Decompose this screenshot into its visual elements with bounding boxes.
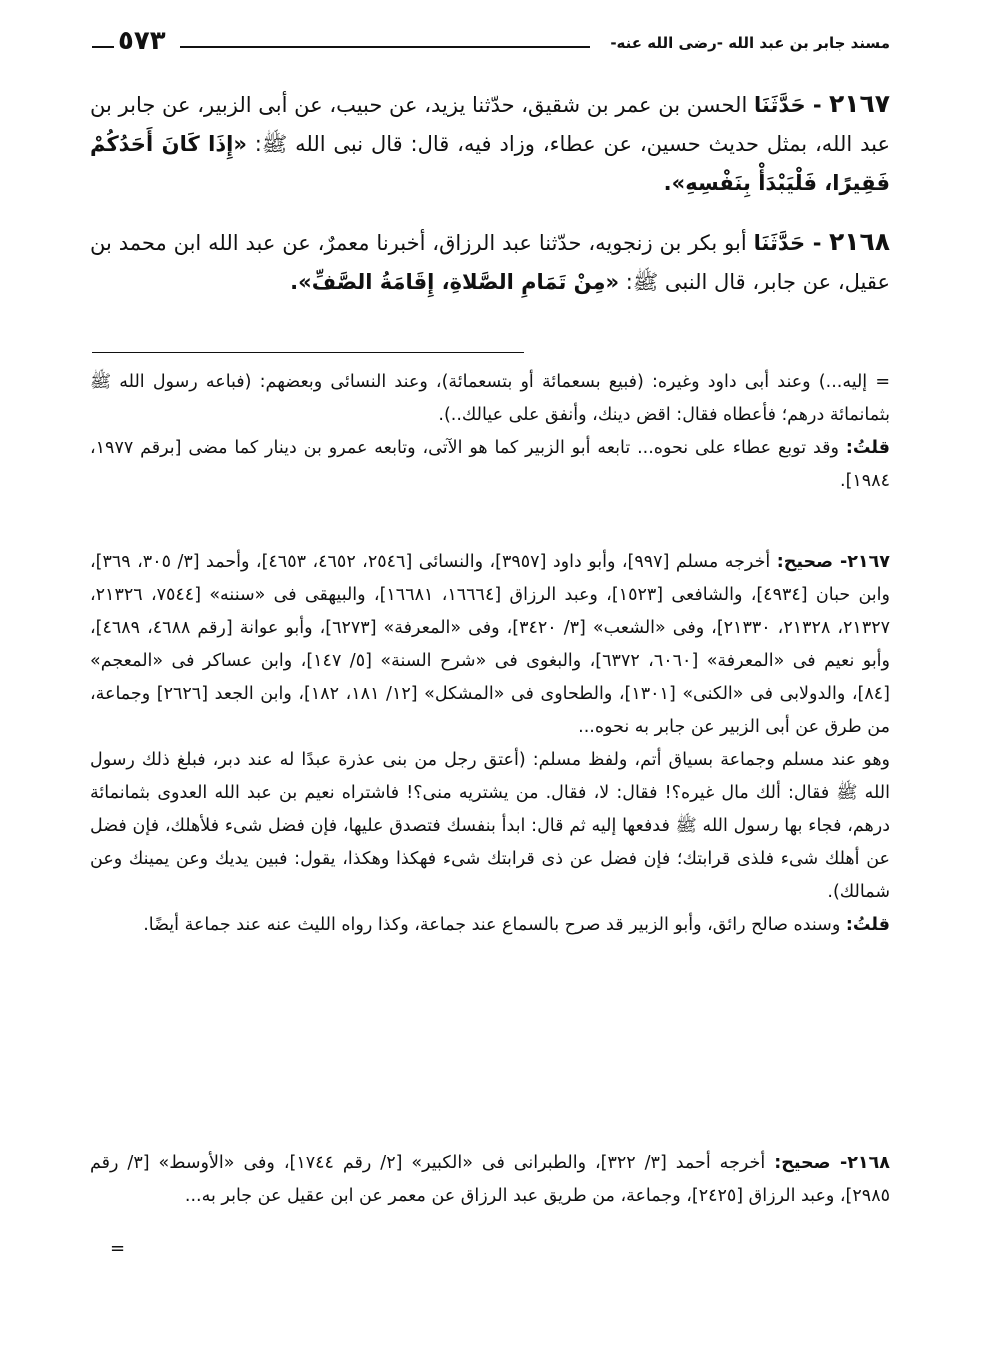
footnote-lead: ٢١٦٧- صحيح: (776, 552, 890, 572)
footnote-2168-takhrij (90, 1147, 890, 1213)
footnote-text: أخرجه أحمد [٣/ ٣٢٢]، والطبرانى فى «الكبير» [٢/ رقم ١٧٤٤]، وفى «الأوسط» [٣/ رقم ٢٩٨٥]، وعبد الرزاق [٢٤٢٥]، وجماعة، من طريق عبد الرزاق عن معمر عن ابن عقيل عن جابر به... (90, 1153, 890, 1206)
hadith-matn: «مِنْ تَمَامِ الصَّلاةِ، إِقَامَةُ الصَّفِّ». (290, 270, 620, 294)
footnote-2167 (90, 546, 890, 942)
footnote-cont-qultu (90, 432, 890, 498)
page-header (92, 26, 890, 62)
hadith-number: ٢١٦٨ (828, 227, 891, 256)
hadith-2167: ٢١٦٧ - حَدَّثَنَا الحسن بن عمر بن شقيق، حدّثنا يزيد، عن حبيب، عن أبى الزبير، عن جابر بن عبد الله، بمثل حديث حسين، عن عطاء، وزاد فيه، قال: قال نبى الله ﷺ: «إِذَا كَانَ أَحَدُكُمْ فَقِيرًا، فَلْيَبْدَأْ بِنَفْسِهِ». (90, 89, 890, 195)
hadith-matn: «إِذَا كَانَ أَحَدُكُمْ فَقِيرًا، فَلْيَبْدَأْ بِنَفْسِهِ». (90, 132, 890, 195)
hadith-isnad: أبو بكر بن زنجويه، حدّثنا عبد الرزاق، أخبرنا معمرٌ، عن عبد الله ابن محمد بن عقيل، عن جابر، قال النبى ﷺ: (90, 231, 890, 294)
qultu-label: قلتُ: (845, 915, 890, 935)
qultu-text: وسنده صالح رائق، وأبو الزبير قد صرح بالسماع عند جماعة، وكذا رواه الليث عنه عند جماعة أيضًا. (143, 915, 841, 935)
footnote-cont-text: = إليه...) وعند أبى داود وغيره: (فبيع بسعمائة أو بتسعمائة)، وعند النسائى وبعضهم: (فباعه رسول الله ﷺ بثمانمائة درهم؛ فأعطاه فقال: اقض دينك، وأنفق على عيالك..). (90, 372, 890, 425)
page-number: ٥٧٣ (118, 26, 166, 56)
footnote-lead: ٢١٦٨- صحيح: (774, 1153, 890, 1173)
hadith-number: ٢١٦٧ (828, 89, 890, 118)
page-number-dash (92, 46, 114, 48)
hadith-2168: ٢١٦٨ - حَدَّثَنَا أبو بكر بن زنجويه، حدّثنا عبد الرزاق، أخبرنا معمرٌ، عن عبد الله ابن محمد بن عقيل، عن جابر، قال النبى ﷺ: «مِنْ تَمَامِ الصَّلاةِ، إِقَامَةُ الصَّفِّ». (90, 227, 891, 294)
footnote-continuation (90, 366, 890, 498)
footnote-2167-para2: وهو عند مسلم وجماعة بسياق أتم، ولفظ مسلم: (أعتق رجل من بنى عذرة عبدًا له عند دبر، فبلغ ذلك رسول الله ﷺ فقال: ألك مال غيره؟! فقال: لا، فقال. من يشتريه منى؟! فاشتراه نعيم بن عبد الله العدوى بثمانمائة درهم، فجاء بها رسول الله ﷺ فدفعها إليه ثم قال: ابدأ بنفسك فتصدق عليها، فإن فضل شىء فلأهلك، فإن فضل عن أهلك شىء فلذى قرابتك؛ فإن فضل عن ذى قرابتك شىء فهكذا وهكذا، يقول: فبين يديك وعن يمينك وعن شمالك). (90, 750, 890, 902)
footnote-text: أخرجه مسلم [٩٩٧]، وأبو داود [٣٩٥٧]، والنسائى [٢٥٤٦، ٤٦٥٢، ٤٦٥٣]، وأحمد [٣/ ٣٠٥، ٣٦٩]، وابن حبان [٤٩٣٤]، والشافعى [١٥٢٣]، وعبد الرزاق [١٦٦٦٤، ١٦٦٨١]، والبيهقى فى «سننه» [٧٥٤٤، ٢١٣٢٦، ٢١٣٢٧، ٢١٣٢٨، ٢١٣٣٠]، وفى «الشعب» [٣/ ٣٤٢٠]، وفى «المعرفة» [٦٢٧٣]، وأبو عوانة [رقم ٤٦٨٨، ٤٦٨٩]، وأبو نعيم فى «المعرفة» [٦٠٦٠، ٦٣٧٢]، والبغوى فى «شرح السنة» [٥/ ١٤٧]، وابن عساكر فى «المعجم» [٨٤]، والدولابى فى «الكنى» [١٣٠١]، والطحاوى فى «المشكل» [١٢/ ١٨١، ١٨٢]، وابن الجعد [٢٦٢٦] وجماعة، من طرق عن أبى الزبير عن جابر به نحوه... (90, 552, 891, 737)
footnote-2167-qultu (90, 909, 890, 942)
footnote-2168 (90, 1147, 890, 1213)
hadith-lead: حَدَّثَنَا (753, 231, 806, 255)
footnote-separator (92, 352, 524, 353)
qultu-label: قلتُ: (845, 438, 890, 458)
header-rule (180, 46, 590, 48)
continuation-mark: = (110, 1238, 126, 1259)
hadith-isnad: الحسن بن عمر بن شقيق، حدّثنا يزيد، عن حبيب، عن أبى الزبير، عن جابر بن عبد الله، بمثل حديث حسين، عن عطاء، وزاد فيه، قال: قال نبى الله ﷺ: (90, 93, 890, 156)
hadith-lead: حَدَّثَنَا (753, 93, 806, 117)
running-title: مسند جابر بن عبد الله -رضى الله عنه- (610, 34, 890, 52)
footnote-2167-takhrij (90, 546, 890, 744)
qultu-text: وقد توبع عطاء على نحوه... تابعه أبو الزبير كما هو الآتى، وتابعه عمرو بن دينار كما مضى [برقم ١٩٧٧، ١٩٨٤]. (90, 438, 890, 491)
